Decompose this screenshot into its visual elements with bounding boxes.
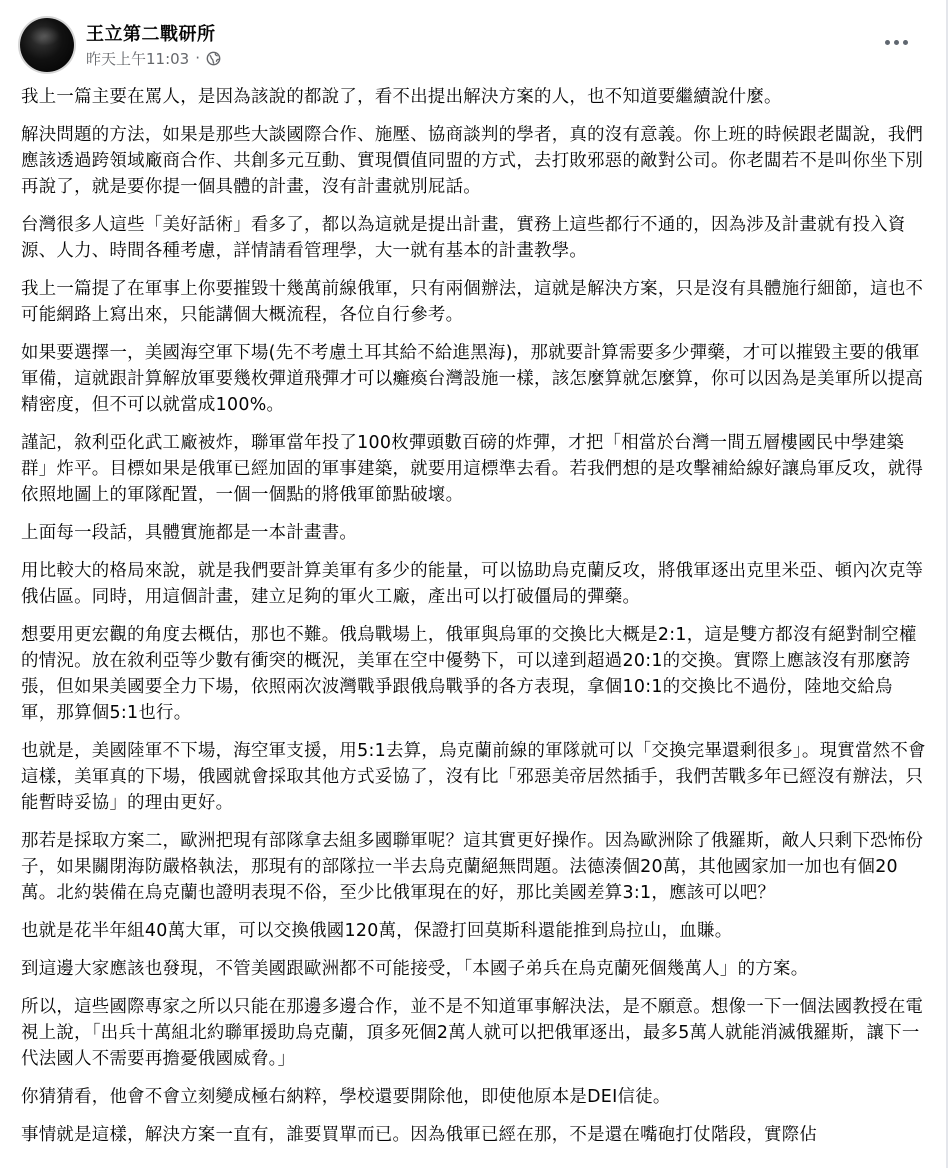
post-paragraph: 所以，這些國際專家之所以只能在那邊多邊合作，並不是不知道軍事解決法，是不願意。想像一下一個法國教授在電視上說，「出兵十萬組北約聯軍援助烏克蘭，頂多死個2萬人就可以把俄軍逐出，最多5萬人就能消滅俄羅斯，讓下一代法國人不需要再擔憂俄國威脅。」 [21, 997, 924, 1069]
page-name[interactable]: 王立第二戰研所 [86, 24, 216, 45]
post-paragraph: 上面每一段話，具體實施都是一本計畫書。 [21, 523, 358, 543]
meta-separator: · [195, 49, 201, 67]
post-paragraph: 到這邊大家應該也發現，不管美國跟歐洲都不可能接受，「本國子弟兵在烏克蘭死個幾萬人」的方案。 [21, 959, 809, 979]
post-paragraph: 也就是花半年組40萬大軍，可以交換俄國120萬，保證打回莫斯科還能推到烏拉山，血賺。 [21, 921, 733, 941]
post-paragraph: 我上一篇主要在罵人，是因為該說的都說了，看不出提出解決方案的人，也不知道要繼續說什麼。 [21, 87, 782, 107]
post-paragraph: 事情就是這樣，解決方案一直有，誰要買單而已。因為俄軍已經在那，不是還在嘴砲打仗階段，實際佔 [21, 1125, 818, 1145]
post-header [20, 18, 928, 74]
post-body [21, 84, 926, 1160]
post-meta [86, 48, 221, 68]
more-options-button[interactable] [878, 28, 914, 56]
post-paragraph: 那若是採取方案二，歐洲把現有部隊拿去組多國聯軍呢？這其實更好操作。因為歐洲除了俄羅斯，敵人只剩下恐怖份子，如果關閉海防嚴格執法，那現有的部隊拉一半去烏克蘭絕無問題。法德湊個20萬，其他國家加一加也有個20萬。北約裝備在烏克蘭也證明表現不俗，至少比俄軍現在的好，那比美國差算3:1，應該可以吧？ [21, 831, 924, 903]
post-timestamp[interactable]: 昨天上午11:03 [86, 49, 190, 68]
post-paragraph: 如果要選擇一，美國海空軍下場(先不考慮土耳其給不給進黑海)，那就要計算需要多少彈藥，才可以摧毀主要的俄軍軍備，這就跟計算解放軍要幾枚彈道飛彈才可以癱瘓台灣設施一樣，該怎麼算就怎麼算，你可以因為是美軍所以提高精密度，但不可以就當成100%。 [21, 343, 924, 415]
post-paragraph: 你猜猜看，他會不會立刻變成極右納粹，學校還要開除他，即使他原本是DEI信徒。 [21, 1087, 671, 1107]
globe-icon[interactable] [206, 51, 221, 66]
more-horizontal-icon [885, 40, 890, 45]
page-avatar[interactable] [20, 18, 74, 72]
post-paragraph: 用比較大的格局來說，就是我們要計算美軍有多少的能量，可以協助烏克蘭反攻，將俄軍逐出克里米亞、頓內次克等俄佔區。同時，用這個計畫，建立足夠的軍火工廠，產出可以打破僵局的彈藥。 [21, 561, 924, 607]
post-paragraph: 解決問題的方法，如果是那些大談國際合作、施壓、協商談判的學者，真的沒有意義。你上班的時候跟老闆說，我們應該透過跨領域廠商合作、共創多元互動、實現價值同盟的方式，去打敗邪惡的敵對公司。你老闆若不是叫你坐下別再說了，就是要你提一個具體的計畫，沒有計畫就別屁話。 [21, 125, 924, 197]
post-paragraph: 謹記，敘利亞化武工廠被炸，聯軍當年投了100枚彈頭數百磅的炸彈，才把「相當於台灣一間五層樓國民中學建築群」炸平。目標如果是俄軍已經加固的軍事建築，就要用這標準去看。若我們想的是攻擊補給線好讓烏軍反攻，就得依照地圖上的軍隊配置，一個一個點的將俄軍節點破壞。 [21, 433, 924, 505]
post-paragraph: 想要用更宏觀的角度去概估，那也不難。俄烏戰場上，俄軍與烏軍的交換比大概是2:1，這是雙方都沒有絕對制空權的情況。放在敘利亞等少數有衝突的概況，美軍在空中優勢下，可以達到超過20:1的交換。實際上應該沒有那麼誇張，但如果美國要全力下場，依照兩次波灣戰爭跟俄烏戰爭的各方表現，拿個10:1的交換比不過份，陸地交給烏軍，那算個5:1也行。 [21, 625, 917, 723]
post-paragraph: 台灣很多人這些「美好話術」看多了，都以為這就是提出計畫，實務上這些都行不通的，因為涉及計畫就有投入資源、人力、時間各種考慮，詳情請看管理學，大一就有基本的計畫教學。 [21, 215, 906, 261]
post-paragraph: 我上一篇提了在軍事上你要摧毀十幾萬前線俄軍，只有兩個辦法，這就是解決方案，只是沒有具體施行細節，這也不可能網路上寫出來，只能講個大概流程，各位自行參考。 [21, 279, 924, 325]
post-paragraph: 也就是，美國陸軍不下場，海空軍支援，用5:1去算，烏克蘭前線的軍隊就可以「交換完畢還剩很多」。現實當然不會這樣，美軍真的下場，俄國就會採取其他方式妥協了，沒有比「邪惡美帝居然插手，我們苦戰多年已經沒有辦法，只能暫時妥協」的理由更好。 [21, 741, 926, 813]
